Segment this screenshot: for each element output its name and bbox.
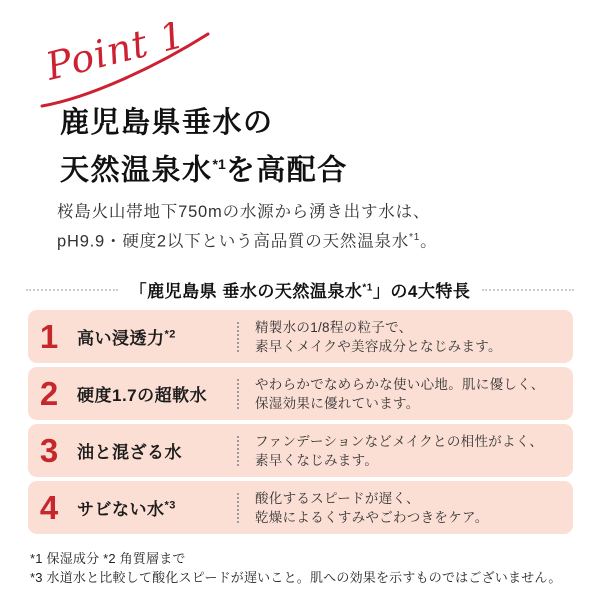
dotted-divider [237, 436, 239, 466]
intro-line2-end: 。 [420, 232, 438, 251]
feature-number: 1 [39, 318, 59, 355]
feature-desc-line1: やわらかでなめらかな使い心地。肌に優しく、 [255, 376, 545, 392]
footnote-line2: *3 水道水と比較して酸化スピードが遅いこと。肌への効果を示すものではございません。 [30, 570, 562, 585]
page-title-footnote-mark: *1 [212, 156, 226, 172]
point-label: Point 1 [41, 22, 191, 89]
feature-row-2 [28, 367, 573, 420]
page-title-line1: 鹿児島県垂水の [60, 107, 274, 139]
feature-desc-line1: ファンデーションなどメイクとの相性がよく、 [255, 433, 544, 449]
feature-row-4 [28, 481, 573, 534]
feature-desc-line2: 保湿効果に優れています。 [255, 395, 420, 411]
feature-title [77, 495, 237, 520]
feature-number: 4 [39, 489, 59, 526]
dotted-rule-right [482, 289, 574, 291]
page-title-line2-end: を高配合 [225, 154, 348, 187]
feature-desc-line1: 酸化するスピードが遅く、 [255, 490, 420, 506]
feature-description [255, 318, 502, 356]
feature-desc-line2: 乾燥によるくすみやごわつきをケア。 [255, 509, 489, 525]
features-header-footnote-mark: *1 [362, 282, 373, 294]
intro-line2: pH9.9・硬度2以下という高品質の天然温泉水 [57, 232, 410, 251]
footnotes [30, 549, 562, 587]
feature-description [255, 489, 489, 527]
features-header-text [130, 277, 471, 302]
feature-title-footnote-mark: *3 [164, 499, 176, 512]
intro-text [57, 200, 437, 255]
feature-title-text: 硬度1.7の超軟水 [77, 386, 208, 405]
feature-desc-line1: 精製水の1/8程の粒子で、 [255, 319, 413, 335]
feature-title-text: 油と混ざる水 [77, 443, 182, 462]
intro-line1: 桜島火山帯地下750mの水源から湧き出す水は、 [57, 203, 431, 221]
feature-title [77, 381, 237, 406]
dotted-divider [237, 379, 239, 409]
dotted-divider [237, 322, 239, 352]
dotted-divider [237, 493, 239, 523]
feature-title [77, 438, 237, 463]
feature-desc-line2: 素早くメイクや美容成分となじみます。 [255, 338, 502, 354]
intro-footnote-mark: *1 [409, 232, 421, 243]
feature-number: 2 [39, 375, 59, 412]
footnote-line1: *1 保湿成分 *2 角質層まで [30, 551, 186, 566]
feature-title-text: サビない水 [77, 500, 165, 519]
feature-description [255, 432, 543, 470]
features-list [28, 310, 573, 538]
feature-row-1 [28, 310, 573, 363]
features-header-pre: 「鹿児島県 垂水の天然温泉水 [129, 282, 363, 301]
features-header-post: 」の4大特長 [372, 282, 471, 301]
page-title-line2: 天然温泉水 [60, 154, 213, 187]
feature-desc-line2: 素早くなじみます。 [255, 452, 379, 468]
dotted-rule-left [26, 289, 118, 291]
feature-description [255, 375, 545, 413]
feature-row-3 [28, 424, 573, 477]
feature-number: 3 [39, 432, 59, 469]
feature-title [77, 324, 237, 349]
feature-title-text: 高い浸透力 [77, 329, 165, 348]
feature-title-footnote-mark: *2 [164, 328, 176, 341]
page-title [60, 103, 348, 192]
features-header [26, 277, 574, 302]
